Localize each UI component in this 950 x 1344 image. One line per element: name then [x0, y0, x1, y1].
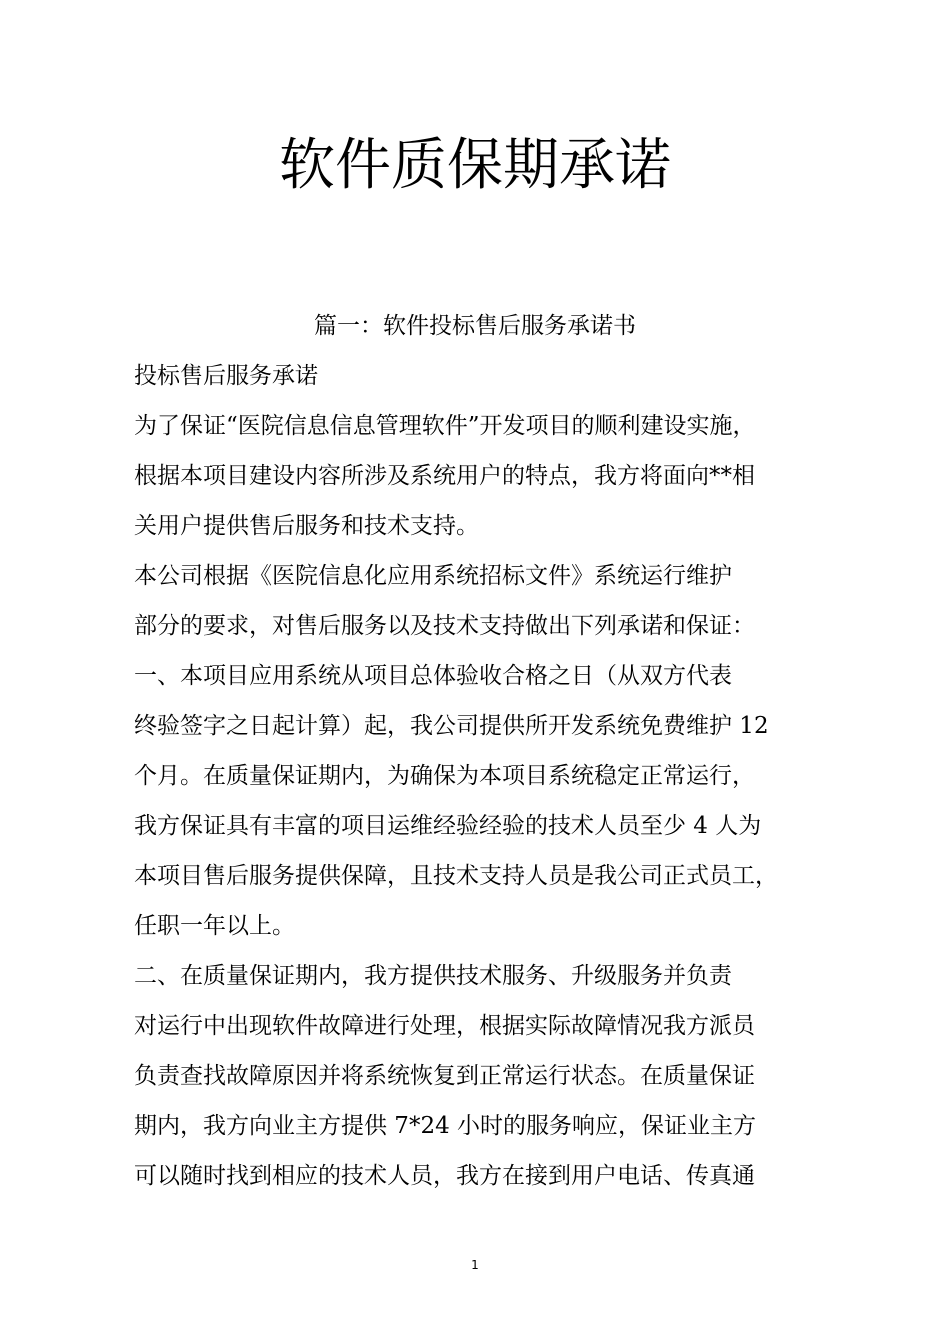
- text-line: 个月。在质量保证期内，为确保为本项目系统稳定正常运行，: [134, 763, 755, 789]
- text-line: 根据本项目建设内容所涉及系统用户的特点，我方将面向**相: [134, 463, 755, 489]
- text-line: 关用户提供售后服务和技术支持。: [134, 513, 479, 539]
- document-title: 软件质保期承诺: [279, 133, 671, 198]
- text-line: 负责查找故障原因并将系统恢复到正常运行状态。在质量保证: [134, 1063, 755, 1089]
- text-line: 部分的要求，对售后服务以及技术支持做出下列承诺和保证：: [134, 613, 755, 639]
- page-number: 1: [471, 1258, 479, 1272]
- text-line: 二、在质量保证期内，我方提供技术服务、升级服务并负责: [134, 963, 732, 989]
- text-line: 可以随时找到相应的技术人员，我方在接到用户电话、传真通: [134, 1163, 755, 1189]
- document-subtitle: 篇一：软件投标售后服务承诺书: [314, 313, 636, 339]
- text-line: 一、本项目应用系统从项目总体验收合格之日（从双方代表: [134, 663, 732, 689]
- text-line: 为了保证“医院信息信息管理软件”开发项目的顺利建设实施，: [134, 413, 756, 439]
- text-line: 本公司根据《医院信息化应用系统招标文件》系统运行维护: [134, 563, 732, 589]
- text-line: 期内，我方向业主方提供 7*24 小时的服务响应，保证业主方: [134, 1113, 757, 1139]
- text-line: 本项目售后服务提供保障，且技术支持人员是我公司正式员工，: [134, 863, 778, 889]
- text-line: 我方保证具有丰富的项目运维经验经验的技术人员至少 4 人为: [134, 813, 762, 839]
- text-line: 投标售后服务承诺: [134, 363, 318, 389]
- text-line: 任职一年以上。: [134, 913, 295, 939]
- text-line: 对运行中出现软件故障进行处理，根据实际故障情况我方派员: [134, 1013, 755, 1039]
- text-line: 终验签字之日起计算）起，我公司提供所开发系统免费维护 12: [134, 713, 769, 739]
